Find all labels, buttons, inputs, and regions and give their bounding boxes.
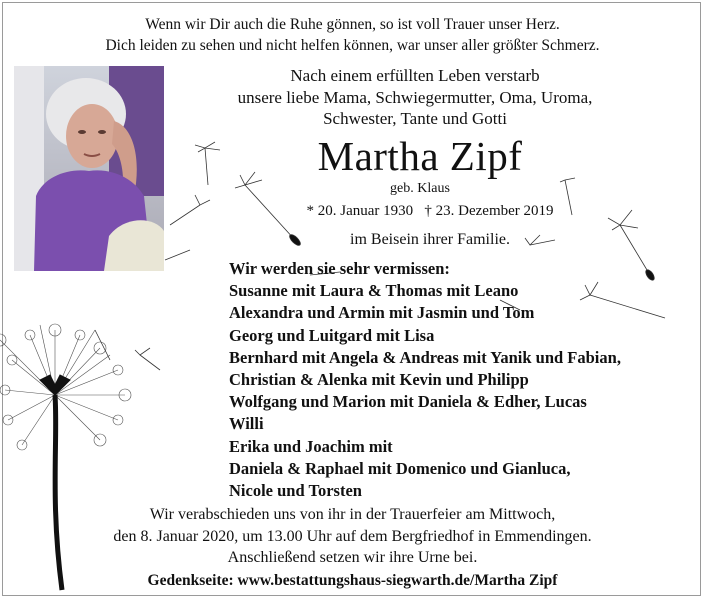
- mourner-line: Bernhard mit Angela & Andreas mit Yanik und Fabian,: [229, 347, 621, 367]
- mourner-line: Christian & Alenka mit Kevin und Philipp: [229, 369, 529, 389]
- mourner-line: Erika und Joachim mit: [229, 436, 393, 456]
- funeral-line-2: den 8. Januar 2020, um 13.00 Uhr auf dem Bergfriedhof in Emmendingen.: [113, 528, 592, 545]
- mourner-line: Nicole und Torsten: [229, 480, 362, 500]
- mourner-line: Willi: [229, 414, 264, 434]
- life-dates: * 20. Januar 1930 † 23. Dezember 2019: [306, 203, 554, 219]
- mourners-list: [229, 258, 621, 502]
- mourner-line: Georg und Luitgard mit Lisa: [229, 325, 435, 345]
- deceased-name: Martha Zipf: [317, 133, 523, 179]
- funeral-line-3: Anschließend setzen wir ihre Urne bei.: [227, 549, 478, 566]
- mourner-line: Susanne mit Laura & Thomas mit Leano: [229, 281, 519, 301]
- presence-note: im Beisein ihrer Familie.: [350, 231, 510, 248]
- portrait-photo: [14, 66, 164, 271]
- memorial-page-link[interactable]: Gedenkseite: www.bestattungshaus-siegwarth.de/Martha Zipf: [147, 572, 558, 589]
- intro-line-3: Schwester, Tante und Gotti: [323, 109, 507, 128]
- mourners-heading: Wir werden sie sehr vermissen:: [229, 259, 450, 278]
- funeral-line-1: Wir verabschieden uns von ihr in der Trauerfeier am Mittwoch,: [149, 506, 556, 523]
- mourner-line: Daniela & Raphael mit Domenico und Gianluca,: [229, 458, 571, 478]
- intro-line-2: unsere liebe Mama, Schwiegermutter, Oma, Uroma,: [237, 88, 593, 107]
- mourner-line: Alexandra und Armin mit Jasmin und Tom: [229, 303, 535, 323]
- quote-line-1: Wenn wir Dir auch die Ruhe gönnen, so ist voll Trauer unser Herz.: [145, 16, 560, 33]
- quote-line-2: Dich leiden zu sehen und nicht helfen können, war unser aller größter Schmerz.: [105, 37, 600, 54]
- birth-name: geb. Klaus: [390, 181, 450, 196]
- mourner-line: Wolfgang und Marion mit Daniela & Edher, Lucas: [229, 392, 587, 412]
- intro-line-1: Nach einem erfüllten Leben verstarb: [290, 66, 540, 85]
